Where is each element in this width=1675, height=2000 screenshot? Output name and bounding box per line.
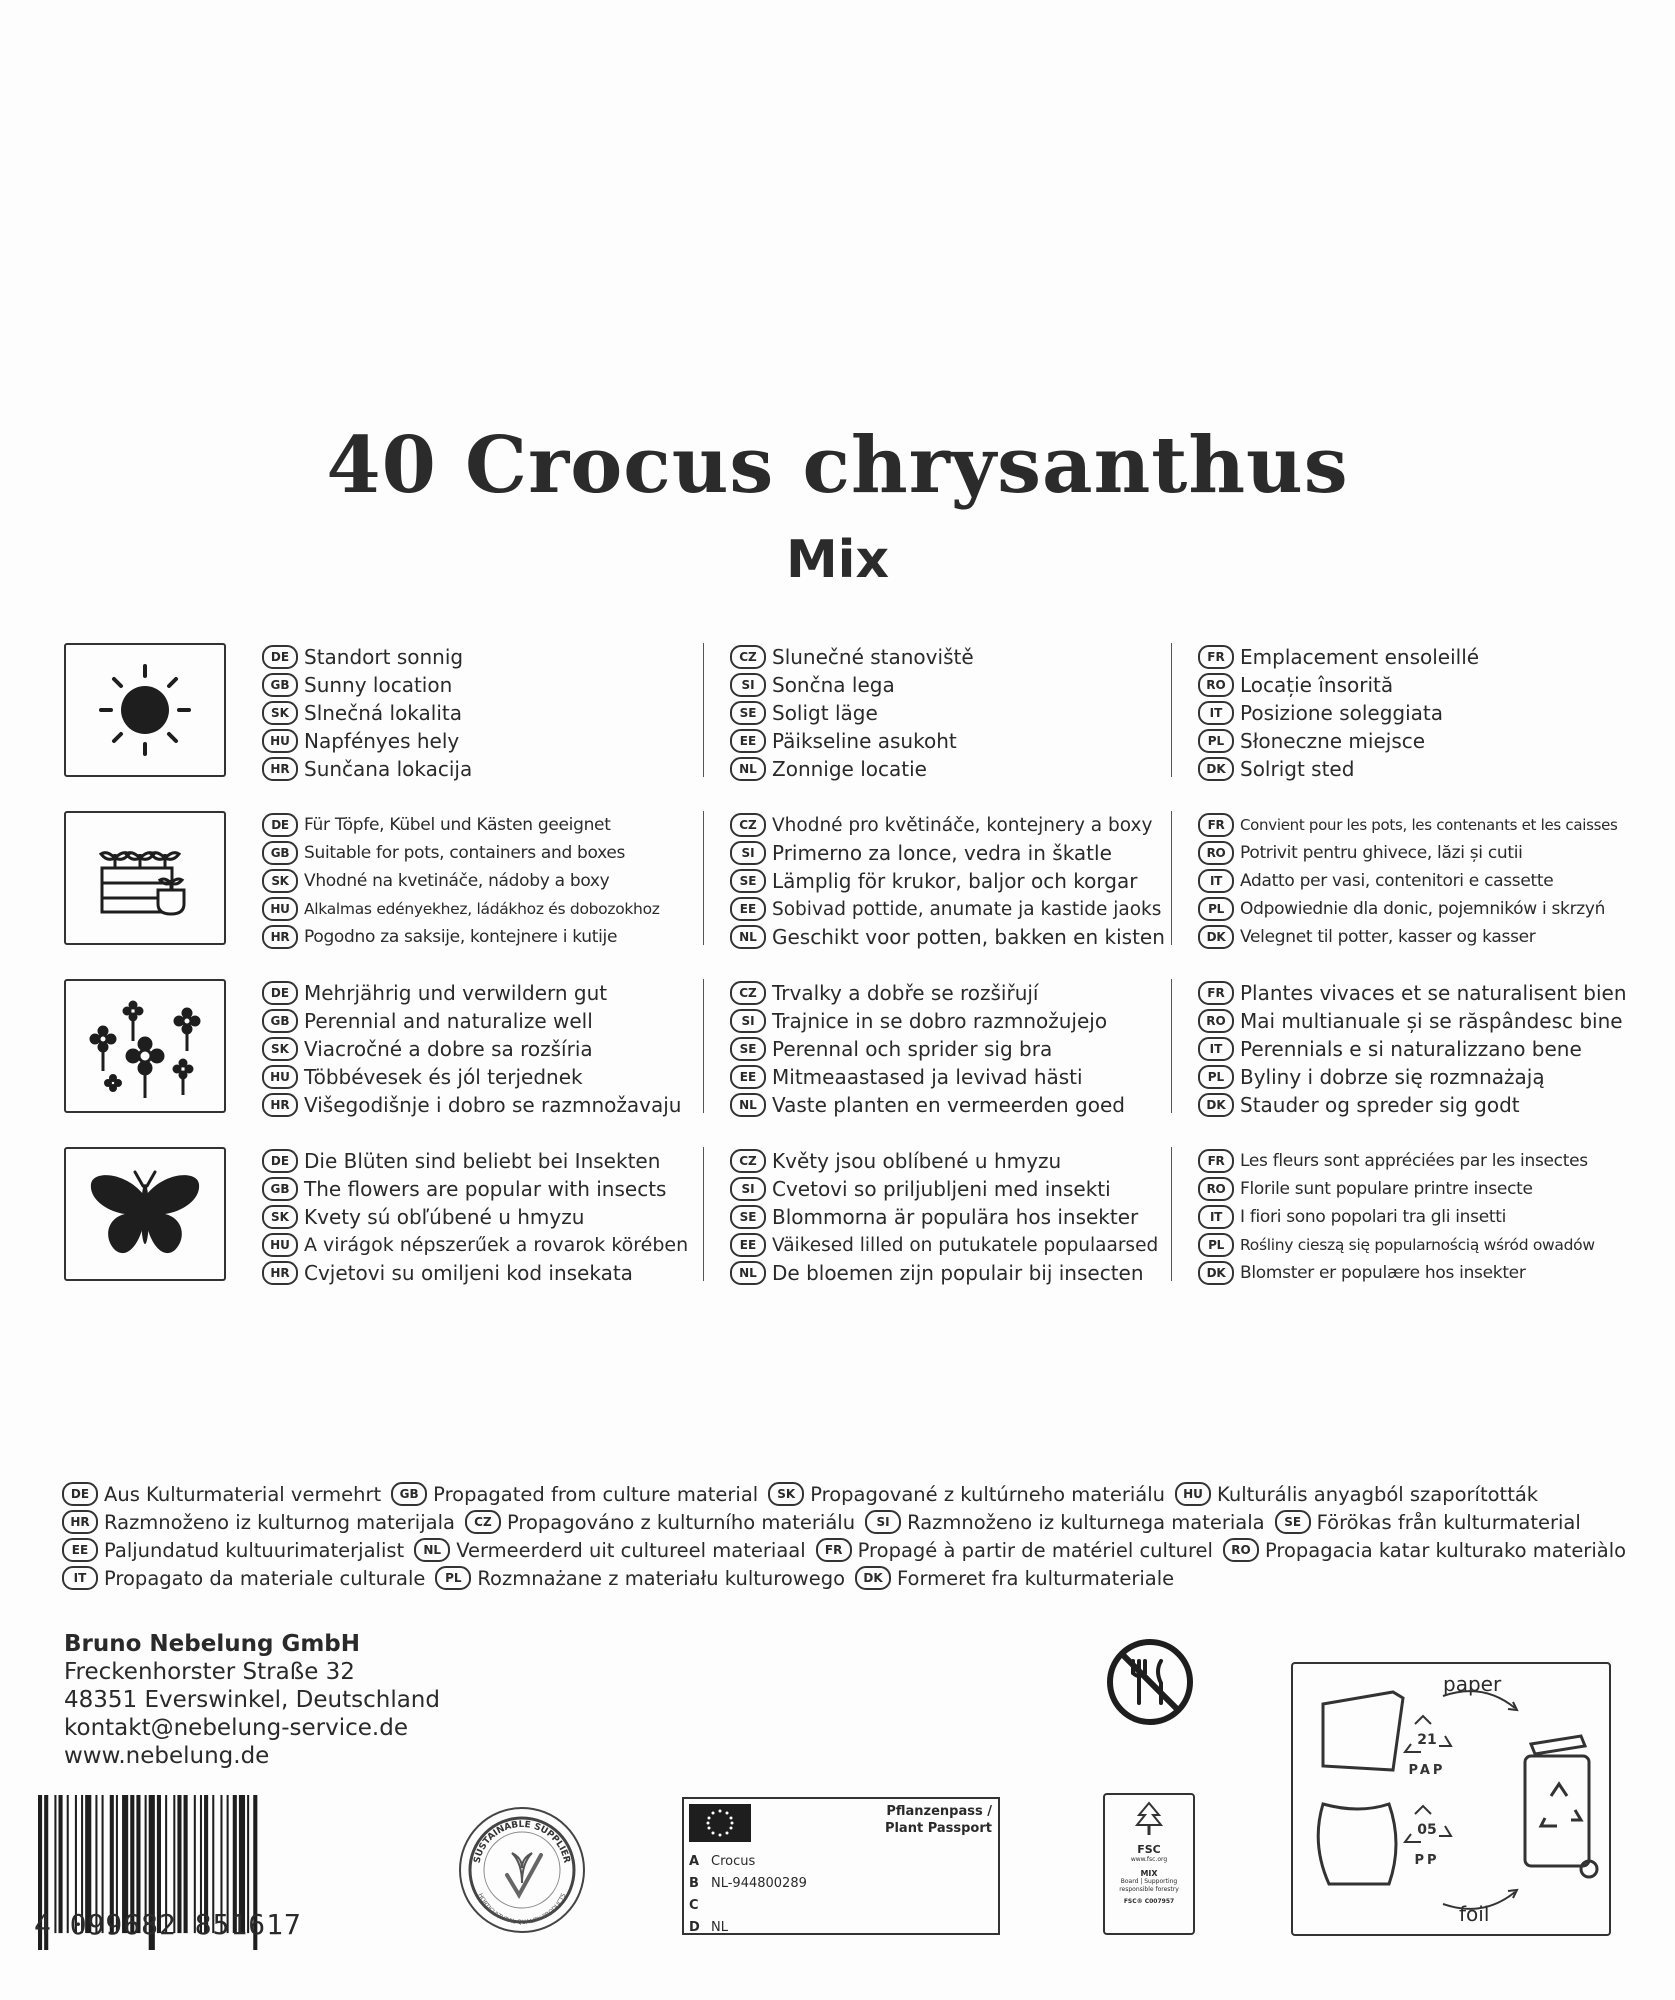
foil-code: 05 [1417, 1822, 1437, 1838]
country-code-badge: GB [262, 841, 298, 865]
barcode-digits: 4 099682 851617 [34, 1908, 302, 1941]
country-code-badge: SE [730, 1205, 766, 1229]
lang-line [262, 1091, 682, 1119]
lang-line [730, 867, 1160, 895]
lang-text: Posizione soleggiata [1240, 701, 1444, 725]
country-code-badge: DE [62, 1482, 98, 1506]
lang-text: Propagacia katar kulturako materiàlo [1264, 1538, 1627, 1562]
lang-line [262, 1175, 682, 1203]
lang-text: Slunečné stanoviště [772, 645, 974, 669]
feature-icon-box [64, 811, 226, 945]
country-code-badge: PL [1198, 729, 1234, 753]
lang-line [1198, 1203, 1648, 1231]
country-code-badge: EE [730, 1065, 766, 1089]
country-code-badge: IT [1198, 869, 1234, 893]
country-code-badge: RO [1198, 673, 1234, 697]
country-code-badge: EE [730, 897, 766, 921]
lang-line [1198, 1259, 1648, 1287]
country-code-badge: NL [730, 1093, 766, 1117]
country-code-badge: SI [730, 673, 766, 697]
country-code-badge: EE [730, 729, 766, 753]
passport-field-value: Crocus [711, 1854, 756, 1869]
country-code-badge: HR [262, 1261, 298, 1285]
lang-line [262, 1147, 682, 1175]
lang-line [730, 699, 1160, 727]
lang-text: Razmnoženo iz kulturnog materijala [104, 1510, 455, 1534]
country-code-badge: SE [730, 1037, 766, 1061]
fsc-code: FSC® C007957 [1123, 1898, 1175, 1905]
lang-line [1198, 1231, 1648, 1259]
country-code-badge: NL [730, 925, 766, 949]
lang-line [730, 755, 1160, 783]
lang-column-1 [262, 979, 682, 1119]
lang-line [262, 699, 682, 727]
lang-line [262, 1203, 682, 1231]
country-code-badge: IT [1198, 1037, 1234, 1061]
country-code-badge: IT [1198, 701, 1234, 725]
lang-line [1198, 839, 1648, 867]
country-code-badge: FR [1198, 1149, 1234, 1173]
lang-line [1198, 1091, 1648, 1119]
lang-text: Päikseline asukoht [772, 729, 957, 753]
lang-line [1198, 923, 1648, 951]
lang-line [730, 1091, 1160, 1119]
country-code-badge: NL [730, 757, 766, 781]
paper-code-label: PAP [1408, 1763, 1446, 1778]
company-website: www.nebelung.de [64, 1743, 270, 1769]
lang-line [262, 1035, 682, 1063]
lang-line [730, 1175, 1160, 1203]
country-code-badge: SK [262, 869, 298, 893]
lang-column-3 [1198, 643, 1648, 783]
passport-field-key: A [689, 1854, 700, 1869]
lang-line [730, 1035, 1160, 1063]
lang-text: Blommorna är populära hos insekter [772, 1205, 1139, 1229]
lang-text: Förökas från kulturmaterial [1316, 1510, 1581, 1534]
lang-text: Emplacement ensoleillé [1240, 645, 1480, 669]
lang-text: De bloemen zijn populair bij insecten [772, 1261, 1144, 1285]
country-code-badge: CZ [730, 813, 766, 837]
lang-text: Die Blüten sind beliebt bei Insekten [304, 1149, 661, 1173]
lang-line [262, 867, 682, 895]
lang-line [262, 1231, 689, 1259]
lang-text: Für Töpfe, Kübel und Kästen geeignet [304, 815, 611, 835]
lang-text: Rozmnażane z materiału kulturowego [477, 1566, 846, 1590]
paper-sheet-icon [1323, 1692, 1403, 1770]
sun-icon [95, 660, 195, 760]
lang-text: A virágok népszerűek a rovarok körében [304, 1234, 689, 1256]
country-code-badge: GB [262, 673, 298, 697]
product-title: 40 Crocus chrysanthus [326, 420, 1349, 511]
lang-line [262, 1063, 682, 1091]
country-code-badge: NL [414, 1538, 450, 1562]
propagation-line [62, 1536, 1627, 1564]
feature-icon-box [64, 979, 226, 1113]
lang-text: Soligt läge [772, 701, 878, 725]
lang-text: Květy jsou oblíbené u hmyzu [772, 1149, 1062, 1173]
lang-column-1 [262, 643, 682, 783]
country-code-badge: RO [1223, 1538, 1259, 1562]
propagation-line [62, 1564, 1622, 1592]
lang-column-1 [262, 1147, 689, 1287]
country-code-badge: EE [730, 1233, 766, 1257]
country-code-badge: SE [730, 869, 766, 893]
svg-text:HORTICULTURAL QUALITY PRODUCTS [476, 1892, 567, 1926]
lang-text: Sobivad pottide, anumate ja kastide jaoks [772, 898, 1162, 920]
lang-line [730, 895, 1160, 923]
company-city: 48351 Everswinkel, Deutschland [64, 1687, 440, 1713]
country-code-badge: FR [1198, 981, 1234, 1005]
company-email: kontakt@nebelung-service.de [64, 1715, 408, 1741]
recycling-diagram [1293, 1664, 1609, 1934]
recycle-paper-label: paper [1443, 1672, 1502, 1696]
lang-line [262, 671, 682, 699]
lang-text: Byliny i dobrze się rozmnażają [1240, 1065, 1545, 1089]
feature-row-sun [0, 643, 1675, 783]
lang-line [730, 979, 1160, 1007]
fsc-claim: Board | Supporting responsible forestry [1119, 1878, 1179, 1893]
lang-line [730, 1259, 1160, 1287]
recycle-foil-label: foil [1459, 1902, 1490, 1926]
lang-text: Vaste planten en vermeerden goed [772, 1093, 1125, 1117]
lang-text: Standort sonnig [304, 645, 464, 669]
country-code-badge: DK [1198, 757, 1234, 781]
country-code-badge: PL [435, 1566, 471, 1590]
lang-text: Trvalky a dobře se rozšiřují [772, 981, 1039, 1005]
country-code-badge: PL [1198, 1233, 1234, 1257]
country-code-badge: SK [768, 1482, 804, 1506]
passport-field [689, 1873, 807, 1895]
country-code-badge: RO [1198, 1009, 1234, 1033]
country-code-badge: SK [262, 701, 298, 725]
fsc-logo-text: FSC [1137, 1843, 1161, 1856]
lang-line [730, 839, 1160, 867]
passport-field-value: NL [711, 1920, 728, 1935]
lang-line [262, 643, 682, 671]
passport-field-key: D [689, 1920, 700, 1935]
lang-text: Cvjetovi su omiljeni kod insekata [304, 1261, 633, 1285]
lang-line [1198, 1175, 1648, 1203]
seal-bottom-text: HORTICULTURAL QUALITY PRODUCTS [476, 1892, 568, 1927]
lang-text: Lämplig för krukor, baljor och korgar [772, 869, 1138, 893]
lang-text: Les fleurs sont appréciées par les insectes [1240, 1151, 1588, 1171]
country-code-badge: CZ [465, 1510, 501, 1534]
lang-line [262, 895, 682, 923]
passport-title-line: Pflanzenpass / [886, 1804, 992, 1819]
lang-line [730, 643, 1160, 671]
lang-text: Sunčana lokacija [304, 757, 473, 781]
lang-text: Słoneczne miejsce [1240, 729, 1426, 753]
passport-field-value: NL-944800289 [711, 1876, 807, 1891]
lang-line [730, 811, 1160, 839]
propagation-line [62, 1480, 1622, 1508]
passport-field [689, 1895, 807, 1917]
lang-text: Odpowiednie dla donic, pojemników i skrzyń [1240, 899, 1606, 919]
country-code-badge: HU [262, 897, 298, 921]
country-code-badge: HU [1175, 1482, 1211, 1506]
lang-column-3 [1198, 1147, 1648, 1287]
propagation-line [62, 1508, 1622, 1536]
country-code-badge: DK [1198, 1261, 1234, 1285]
country-code-badge: SI [865, 1510, 901, 1534]
lang-text: Plantes vivaces et se naturalisent bien [1240, 981, 1627, 1005]
lang-text: Vhodné pro květináče, kontejnery a boxy [772, 814, 1153, 836]
company-address [64, 1630, 440, 1770]
lang-text: Propagé à partir de matériel culturel [857, 1538, 1213, 1562]
lang-text: Aus Kulturmaterial vermehrt [104, 1482, 382, 1506]
lang-text: Convient pour les pots, les contenants et les caisses [1240, 816, 1618, 834]
lang-text: Vermeerderd uit cultureel materiaal [456, 1538, 806, 1562]
recycling-info [1291, 1662, 1611, 1936]
lang-text: Mehrjährig und verwildern gut [304, 981, 608, 1005]
feature-row-planter [0, 811, 1675, 951]
passport-field [689, 1917, 807, 1939]
feature-icon-box [64, 1147, 226, 1281]
lang-column-3 [1198, 811, 1648, 951]
country-code-badge: SE [1275, 1510, 1311, 1534]
lang-line [262, 1007, 682, 1035]
not-edible-icon [1105, 1637, 1195, 1727]
lang-text: Adatto per vasi, contenitori e cassette [1240, 871, 1554, 891]
plant-passport [682, 1797, 1000, 1935]
country-code-badge: HR [262, 1093, 298, 1117]
lang-text: Rośliny cieszą się popularnością wśród owadów [1240, 1236, 1595, 1254]
country-code-badge: DK [855, 1566, 891, 1590]
lang-text: Slnečná lokalita [304, 701, 463, 725]
planter-box-icon [90, 828, 200, 928]
lang-column-2 [730, 1147, 1160, 1287]
country-code-badge: HU [262, 1233, 298, 1257]
feature-icon-box [64, 643, 226, 777]
lang-text: Locație însorită [1240, 673, 1394, 697]
country-code-badge: HU [262, 729, 298, 753]
passport-title-line: Plant Passport [884, 1821, 992, 1836]
country-code-badge: IT [1198, 1205, 1234, 1229]
lang-line [1198, 755, 1648, 783]
lang-text: Propagované z kultúrneho materiálu [810, 1482, 1166, 1506]
propagation-statement [62, 1480, 1627, 1592]
country-code-badge: SK [262, 1205, 298, 1229]
fsc-mix: MIX [1140, 1869, 1158, 1878]
country-code-badge: PL [1198, 1065, 1234, 1089]
country-code-badge: GB [391, 1482, 427, 1506]
lang-text: Trajnice in se dobro razmnožujejo [772, 1009, 1108, 1033]
lang-line [730, 1203, 1160, 1231]
country-code-badge: SK [262, 1037, 298, 1061]
fsc-site: www.fsc.org [1130, 1856, 1168, 1863]
lang-line [1198, 1147, 1648, 1175]
lang-text: Zonnige locatie [772, 757, 927, 781]
lang-text: Propagato da materiale culturale [104, 1566, 426, 1590]
lang-line [1198, 867, 1648, 895]
flowers-icon [85, 991, 205, 1101]
lang-line [262, 923, 682, 951]
tree-check-icon [1124, 1801, 1174, 1839]
company-name: Bruno Nebelung GmbH [64, 1631, 361, 1657]
lang-text: Pogodno za saksije, kontejnere i kutije [304, 927, 618, 947]
lang-line [730, 1147, 1160, 1175]
lang-line [1198, 643, 1648, 671]
feature-row-flowers [0, 979, 1675, 1119]
lang-line [262, 727, 682, 755]
paper-code: 21 [1417, 1732, 1437, 1748]
lang-line [262, 839, 682, 867]
lang-column-1 [262, 811, 682, 951]
country-code-badge: DK [1198, 925, 1234, 949]
lang-text: Propagováno z kulturního materiálu [506, 1510, 856, 1534]
lang-text: Višegodišnje i dobro se razmnožavaju [304, 1093, 682, 1117]
lang-text: Többévesek és jól terjednek [304, 1065, 583, 1089]
lang-text: Stauder og spreder sig godt [1240, 1093, 1520, 1117]
lang-line [730, 671, 1160, 699]
lang-text: Sončna lega [772, 673, 895, 697]
country-code-badge: HR [262, 925, 298, 949]
country-code-badge: RO [1198, 841, 1234, 865]
country-code-badge: HR [62, 1510, 98, 1534]
lang-line [1198, 895, 1648, 923]
country-code-badge: GB [262, 1009, 298, 1033]
country-code-badge: SE [730, 701, 766, 725]
country-code-badge: CZ [730, 981, 766, 1005]
country-code-badge: DK [1198, 1093, 1234, 1117]
company-street: Freckenhorster Straße 32 [64, 1659, 355, 1685]
lang-line [1198, 1007, 1648, 1035]
passport-field-key: C [689, 1898, 699, 1913]
lang-line [1198, 979, 1648, 1007]
svg-text:SUSTAINABLE SUPPLIER [473, 1820, 572, 1864]
lang-text: Kulturális anyagból szaporították [1217, 1482, 1539, 1506]
country-code-badge: DE [262, 645, 298, 669]
country-code-badge: FR [1198, 813, 1234, 837]
lang-text: Paljundatud kultuurimaterjalist [104, 1538, 405, 1562]
country-code-badge: PL [1198, 897, 1234, 921]
country-code-badge: FR [1198, 645, 1234, 669]
lang-line [1198, 1063, 1648, 1091]
country-code-badge: DE [262, 813, 298, 837]
country-code-badge: CZ [730, 1149, 766, 1173]
product-subtitle: Mix [785, 530, 890, 590]
lang-line [1198, 671, 1648, 699]
lang-line [262, 979, 682, 1007]
passport-field [689, 1851, 807, 1873]
lang-text: Potrivit pentru ghivece, lăzi și cutii [1240, 843, 1523, 863]
lang-line [730, 1063, 1160, 1091]
lang-text: Viacročné a dobre sa rozšíria [304, 1037, 593, 1061]
lang-line [730, 923, 1165, 951]
passport-field-key: B [689, 1876, 699, 1891]
country-code-badge: RO [1198, 1177, 1234, 1201]
lang-text: Solrigt sted [1240, 757, 1355, 781]
lang-text: Velegnet til potter, kasser og kasser [1240, 927, 1536, 947]
lang-text: Primerno za lonce, vedra in škatle [772, 841, 1112, 865]
country-code-badge: HR [262, 757, 298, 781]
lang-line [262, 755, 682, 783]
sustainable-supplier-seal-icon [457, 1805, 587, 1935]
lang-line [1198, 1035, 1648, 1063]
country-code-badge: FR [816, 1538, 852, 1562]
foil-bag-icon [1318, 1804, 1396, 1884]
foil-code-label: PP [1414, 1853, 1440, 1868]
lang-text: Cvetovi so priljubljeni med insekti [772, 1177, 1111, 1201]
lang-line [1198, 727, 1648, 755]
butterfly-icon [85, 1164, 205, 1264]
lang-line [730, 1007, 1160, 1035]
lang-text: Geschikt voor potten, bakken en kisten [772, 925, 1165, 949]
lang-text: Vhodné na kvetináče, nádoby a boxy [304, 871, 610, 891]
lang-text: I fiori sono popolari tra gli insetti [1240, 1207, 1507, 1227]
lang-text: Mai multianuale și se răspândesc bine [1240, 1009, 1623, 1033]
lang-text: The flowers are popular with insects [304, 1177, 667, 1201]
country-code-badge: IT [62, 1566, 98, 1590]
recycle-bin-icon [1525, 1736, 1597, 1877]
lang-text: Sunny location [304, 673, 453, 697]
lang-text: Blomster er populære hos insekter [1240, 1263, 1526, 1283]
lang-line [1198, 811, 1648, 839]
lang-column-2 [730, 643, 1160, 783]
lang-text: Florile sunt populare printre insecte [1240, 1179, 1533, 1199]
country-code-badge: DE [262, 981, 298, 1005]
eu-flag-icon [689, 1804, 751, 1842]
lang-text: Suitable for pots, containers and boxes [304, 843, 626, 863]
lang-text: Perennal och sprider sig bra [772, 1037, 1053, 1061]
lang-text: Kvety sú obľúbené u hmyzu [304, 1205, 585, 1229]
lang-line [262, 1259, 682, 1287]
lang-text: Formeret fra kulturmateriale [897, 1566, 1175, 1590]
lang-line [1198, 699, 1648, 727]
country-code-badge: NL [730, 1261, 766, 1285]
lang-line [730, 727, 1160, 755]
fsc-label [1103, 1793, 1195, 1935]
lang-column-3 [1198, 979, 1648, 1119]
country-code-badge: HU [262, 1065, 298, 1089]
country-code-badge: SI [730, 841, 766, 865]
lang-text: Mitmeaastased ja levivad hästi [772, 1065, 1083, 1089]
country-code-badge: EE [62, 1538, 98, 1562]
lang-text: Propagated from culture material [433, 1482, 759, 1506]
lang-column-2 [730, 811, 1165, 951]
country-code-badge: DE [262, 1149, 298, 1173]
lang-text: Perennial and naturalize well [304, 1009, 593, 1033]
feature-row-butterfly [0, 1147, 1675, 1287]
lang-text: Napfényes hely [304, 729, 460, 753]
lang-line [262, 811, 682, 839]
lang-line [730, 1231, 1160, 1259]
lang-text: Alkalmas edényekhez, ládákhoz és dobozokhoz [304, 900, 660, 918]
lang-text: Razmnoženo iz kulturnega materiala [907, 1510, 1265, 1534]
lang-column-2 [730, 979, 1160, 1119]
country-code-badge: CZ [730, 645, 766, 669]
country-code-badge: GB [262, 1177, 298, 1201]
passport-fields [689, 1851, 807, 1939]
country-code-badge: SI [730, 1009, 766, 1033]
seal-top-text: SUSTAINABLE SUPPLIER [472, 1819, 572, 1865]
lang-text: Väikesed lilled on putukatele populaarsed [772, 1234, 1159, 1256]
country-code-badge: SI [730, 1177, 766, 1201]
passport-title [885, 1803, 992, 1837]
lang-text: Perennials e si naturalizzano bene [1240, 1037, 1582, 1061]
